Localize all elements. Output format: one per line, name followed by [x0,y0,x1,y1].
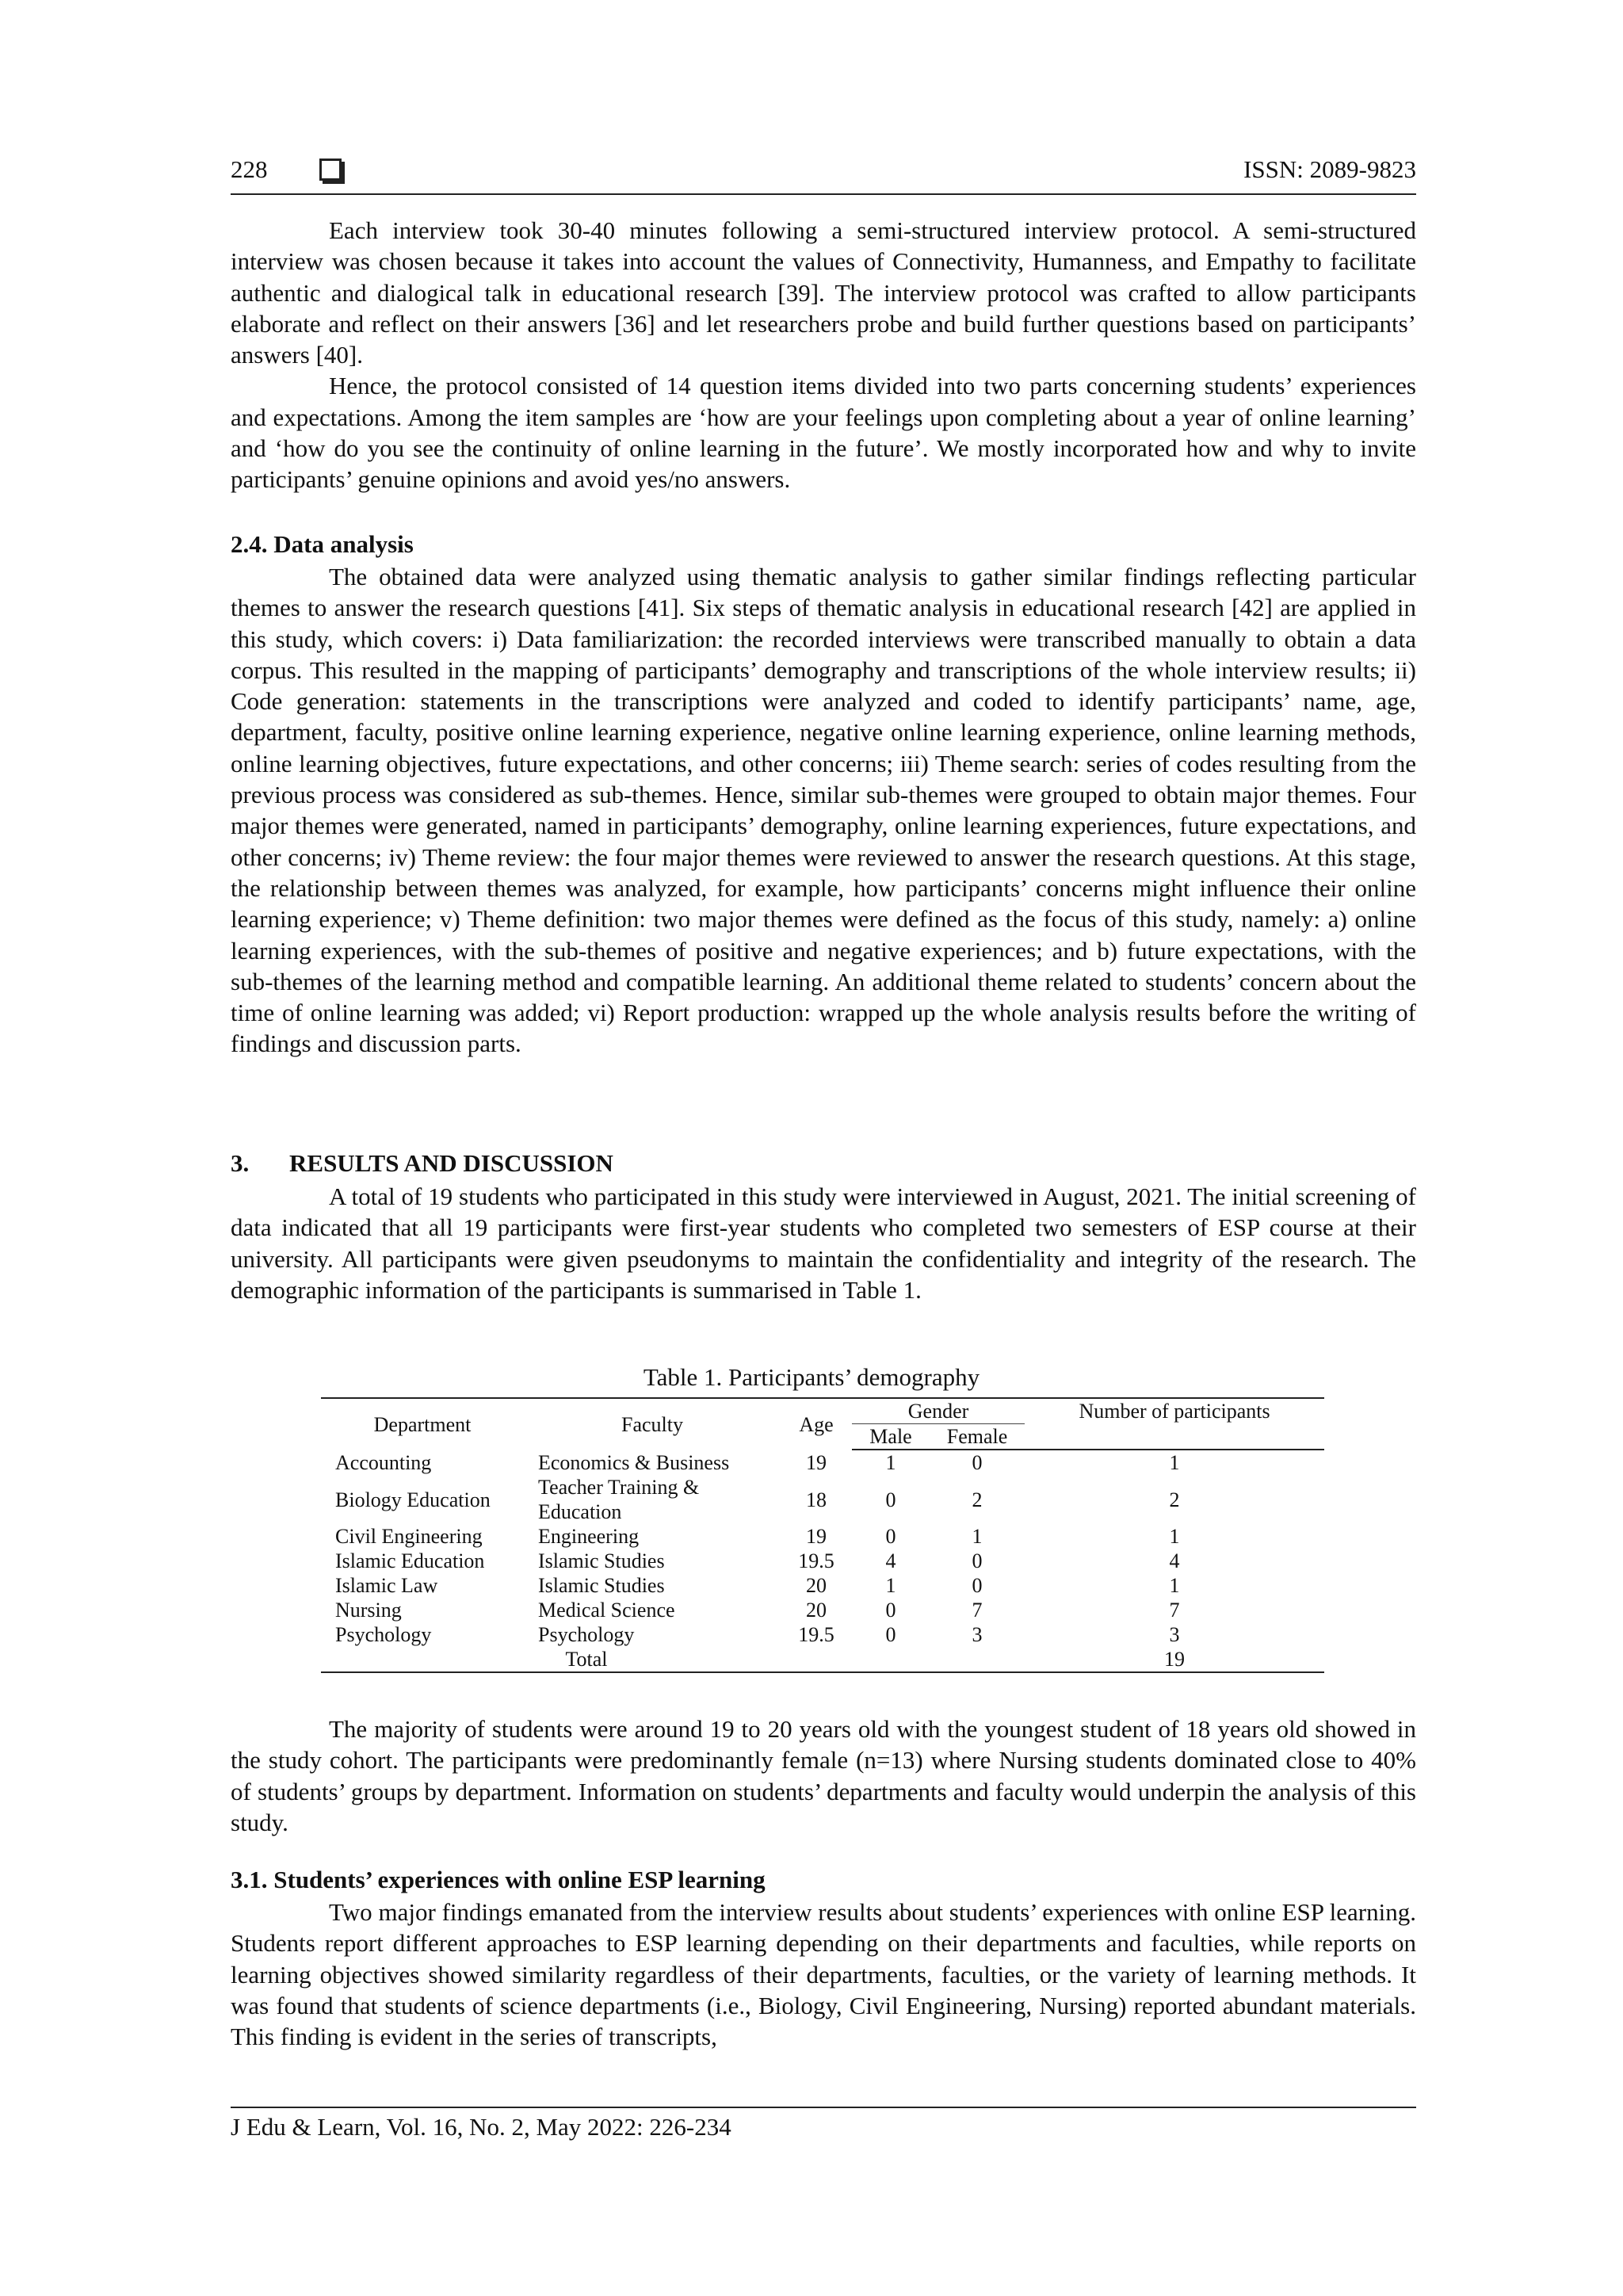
col-header-department: Department [321,1398,524,1450]
page-header [231,155,1416,195]
cell-department: Islamic Education [335,1549,485,1572]
cell-department: Accounting [335,1450,432,1474]
results-text [231,1181,1416,1305]
cell-faculty: Medical Science [538,1599,675,1622]
cell-number: 2 [1169,1488,1180,1511]
cell-department: Psychology [335,1623,432,1646]
table-row [321,1598,1324,1622]
after-table-text [231,1713,1416,1838]
cell-faculty: Economics & Business [538,1450,730,1474]
section-heading-experiences: 3.1. Students’ experiences with online ESP learning [231,1866,766,1893]
table-total-row [321,1647,1324,1672]
data-analysis-text [231,561,1416,1060]
intro-paragraph-2: Hence, the protocol consisted of 14 question items divided into two parts concerning students’ experiences and expectations. Among the item samples are ‘how are your feelings upon completing about a year of online learning’ and ‘how do you see the continuity of online learning in the future’. We mostly incorporated how and why to invite participants’ genuine opinions and avoid yes/no answers. [231,372,1416,494]
table-row [321,1450,1324,1475]
cell-male: 1 [885,1574,896,1597]
page-number: 228 [231,155,268,183]
cell-female: 7 [972,1599,983,1622]
col-header-spacer [1025,1424,1324,1450]
cell-number: 1 [1169,1525,1180,1548]
page-footer [231,2107,1416,2141]
cell-age: 18 [806,1488,827,1511]
cell-total-label: Total [321,1647,852,1672]
intro-text [231,215,1416,495]
cell-faculty: Psychology [538,1623,635,1646]
table-row [321,1475,1324,1524]
cell-female: 1 [972,1525,983,1548]
cell-number: 4 [1169,1549,1180,1572]
cell-age: 20 [806,1574,827,1597]
col-header-female: Female [930,1424,1025,1450]
cell-empty [930,1647,1025,1672]
col-header-gender: Gender [852,1398,1025,1424]
cell-female: 0 [972,1451,983,1474]
table-caption: Table 1. Participants’ demography [643,1363,980,1391]
col-header-male: Male [852,1424,930,1450]
cell-male: 0 [885,1525,896,1548]
cell-male: 4 [885,1549,896,1572]
table-row [321,1622,1324,1647]
cell-number: 3 [1169,1623,1180,1646]
table-row [321,1549,1324,1573]
section-heading-data-analysis: 2.4. Data analysis [231,530,414,558]
cell-male: 1 [885,1451,896,1474]
cell-age: 20 [806,1599,827,1622]
cell-female: 2 [972,1488,983,1511]
cell-total-value: 19 [1025,1647,1324,1672]
issn-label: ISSN: 2089-9823 [1243,155,1416,183]
cell-empty [852,1647,930,1672]
cell-faculty: Teacher Training & Education [538,1476,700,1523]
section-title: RESULTS AND DISCUSSION [289,1149,613,1177]
cell-number: 7 [1169,1599,1180,1622]
after-table-paragraph: The majority of students were around 19 to 20 years old with the youngest student of 18 years old showed in the study cohort. The participants were predominantly female (n=13) where Nursing students dominated close to 40% of students’ groups by department. Information on students’ departments and faculty would underpin the analysis of this study. [231,1715,1416,1836]
cell-male: 0 [885,1623,896,1646]
cell-department: Biology Education [335,1488,491,1511]
cell-age: 19.5 [798,1623,834,1646]
cell-age: 19.5 [798,1549,834,1572]
cell-male: 0 [885,1599,896,1622]
demography-table [321,1397,1324,1673]
experiences-paragraph: Two major findings emanated from the interview results about students’ experiences with online ESP learning. Students report different approaches to ESP learning depending on their departments and faculties, while reports on learning objectives showed similarity regardless of their departments, faculties, or the variety of learning methods. It was found that students of science departments (i.e., Biology, Civil Engineering, Nursing) reported abundant materials. This finding is evident in the series of transcripts, [231,1898,1416,2051]
section-number: 3. [231,1149,250,1177]
cell-department: Islamic Law [335,1574,438,1597]
cell-faculty: Islamic Studies [538,1574,665,1597]
table-row [321,1524,1324,1549]
cell-female: 0 [972,1549,983,1572]
footer-citation: J Edu & Learn, Vol. 16, No. 2, May 2022: 226-234 [231,2113,731,2141]
cell-female: 3 [972,1623,983,1646]
checkbox-square-icon [319,159,342,181]
cell-male: 0 [885,1488,896,1511]
cell-number: 1 [1169,1574,1180,1597]
col-header-number: Number of participants [1025,1398,1324,1424]
cell-age: 19 [806,1525,827,1548]
section-heading-results [231,1149,613,1178]
cell-department: Civil Engineering [335,1525,483,1548]
cell-department: Nursing [335,1599,402,1622]
cell-female: 0 [972,1574,983,1597]
cell-number: 1 [1169,1451,1180,1474]
table-row [321,1573,1324,1598]
data-analysis-paragraph: The obtained data were analyzed using thematic analysis to gather similar findings reflecting particular themes to answer the research questions [41]. Six steps of thematic analysis in educational research [42] are applied in this study, which covers: i) Data familiarization: the recorded interviews were transcribed manually to obtain a data corpus. This resulted in the mapping of participants’ demography and transcriptions of the whole interview results; ii) Code generation: statements in the transcriptions were analyzed and coded to identify participants’ name, age, department, faculty, positive online learning experience, negative online learning experience, online learning methods, online learning objectives, future expectations, and other concerns; iii) Theme search: series of codes resulting from the previous process was considered as sub-themes. Hence, similar sub-themes were grouped to obtain major themes. Four major themes were generated, named in participants’ demography, online learning experiences, future expectations, and other concerns; iv) Theme review: the four major themes were reviewed to answer the research questions. At this stage, the relationship between themes was analyzed, for example, how participants’ concerns might influence their online learning experience; v) Theme definition: two major themes were defined as the focus of this study, namely: a) online learning experiences, with the sub-themes of positive and negative experiences; and b) future expectations, with the sub-themes of the learning method and compatible learning. An additional theme related to students’ concern about the time of online learning was added; vi) Report production: wrapped up the whole analysis results before the writing of findings and discussion parts. [231,563,1416,1058]
intro-paragraph-1: Each interview took 30-40 minutes following a semi-structured interview protocol. A semi-structured interview was chosen because it takes into account the values of Connectivity, Humanness, and Empathy to facilitate authentic and dialogical talk in educational research [39]. The interview protocol was crafted to allow participants elaborate and reflect on their answers [36] and let researchers probe and build further questions based on participants’ answers [40]. [231,216,1416,369]
cell-faculty: Engineering [538,1525,640,1548]
col-header-faculty: Faculty [524,1398,781,1450]
results-paragraph: A total of 19 students who participated in this study were interviewed in August, 2021. The initial screening of data indicated that all 19 participants were first-year students who completed two semesters of ESP course at their university. All participants were given pseudonyms to maintain the confidentiality and integrity of the research. The demographic information of the participants is summarised in Table 1. [231,1182,1416,1304]
col-header-age: Age [781,1398,852,1450]
cell-faculty: Islamic Studies [538,1549,665,1572]
experiences-text [231,1897,1416,2052]
cell-age: 19 [806,1450,827,1474]
